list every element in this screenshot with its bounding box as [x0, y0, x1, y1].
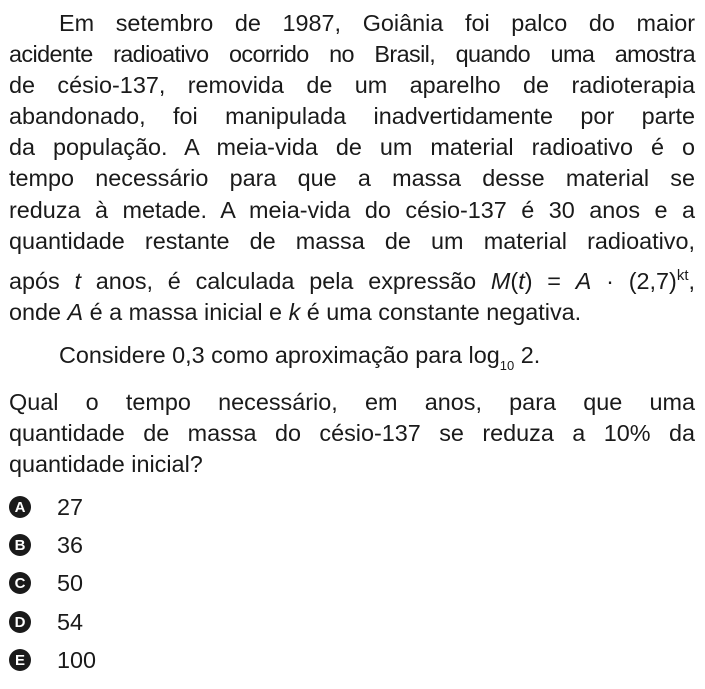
- option-letter-badge: D: [9, 611, 31, 633]
- option-value: 54: [57, 608, 84, 635]
- var-A: A: [575, 267, 592, 294]
- text-fragment: Considere 0,3 como aproximação para log: [59, 342, 500, 368]
- var-M: M: [490, 267, 511, 294]
- text-line: quantidade inicial?: [9, 451, 203, 478]
- question-paragraph: [9, 387, 695, 480]
- consider-paragraph: [9, 340, 695, 381]
- option-c[interactable]: [9, 566, 83, 600]
- text-line: de césio-137, removida de um aparelho de radioterapia: [9, 72, 695, 99]
- option-a[interactable]: [9, 490, 83, 524]
- text-fragment: (: [510, 267, 519, 294]
- text-fragment: ,: [688, 267, 695, 294]
- text-fragment: anos, é calculada pela expressão: [81, 267, 491, 294]
- option-value: 100: [57, 646, 97, 673]
- var-t: t: [74, 267, 82, 294]
- option-letter-badge: C: [9, 572, 31, 594]
- option-e[interactable]: [9, 643, 96, 677]
- var-A: A: [67, 298, 84, 325]
- text-line: reduza à metade. A meia-vida do césio-137 é 30 anos e a: [9, 196, 695, 223]
- option-value: 36: [57, 531, 84, 558]
- text-line: [9, 297, 695, 328]
- option-b[interactable]: [9, 528, 83, 562]
- text-line: quantidade restante de massa de um material radioativo,: [9, 227, 695, 254]
- text-fragment: onde: [9, 298, 68, 325]
- text-fragment: após: [9, 267, 75, 294]
- formula-line: [9, 260, 695, 297]
- text-fragment: ) =: [524, 267, 576, 294]
- text-fragment: é a massa inicial e: [83, 298, 289, 325]
- text-line: Qual o tempo necessário, em anos, para que uma: [9, 389, 695, 415]
- text-line: da população. A meia-vida de um material radioativo é o: [9, 134, 695, 161]
- log-base: 10: [499, 358, 515, 373]
- text-line: Em setembro de 1987, Goiânia foi palco do maior: [59, 10, 695, 36]
- var-t: t: [518, 267, 525, 294]
- text-line: tempo necessário para que a massa desse material se: [9, 165, 695, 192]
- text-fragment: 2.: [514, 342, 541, 368]
- text-line: abandonado, foi manipulada inadvertidamente por parte: [9, 103, 695, 130]
- option-letter-badge: B: [9, 534, 31, 556]
- context-paragraph: [9, 8, 695, 328]
- option-value: 27: [57, 493, 84, 520]
- text-line: [9, 340, 695, 381]
- text-fragment: é uma constante negativa.: [300, 298, 582, 325]
- text-fragment: · (2,7): [591, 267, 677, 294]
- option-letter-badge: A: [9, 496, 31, 518]
- option-value: 50: [57, 569, 84, 596]
- var-k: k: [288, 298, 301, 325]
- exponent: kt: [676, 266, 689, 284]
- option-letter-badge: E: [9, 649, 31, 671]
- text-line: quantidade de massa do césio-137 se reduza a 10% da: [9, 420, 695, 447]
- text-line: acidente radioativo ocorrido no Brasil, quando uma amostra: [9, 41, 695, 68]
- option-d[interactable]: [9, 605, 83, 639]
